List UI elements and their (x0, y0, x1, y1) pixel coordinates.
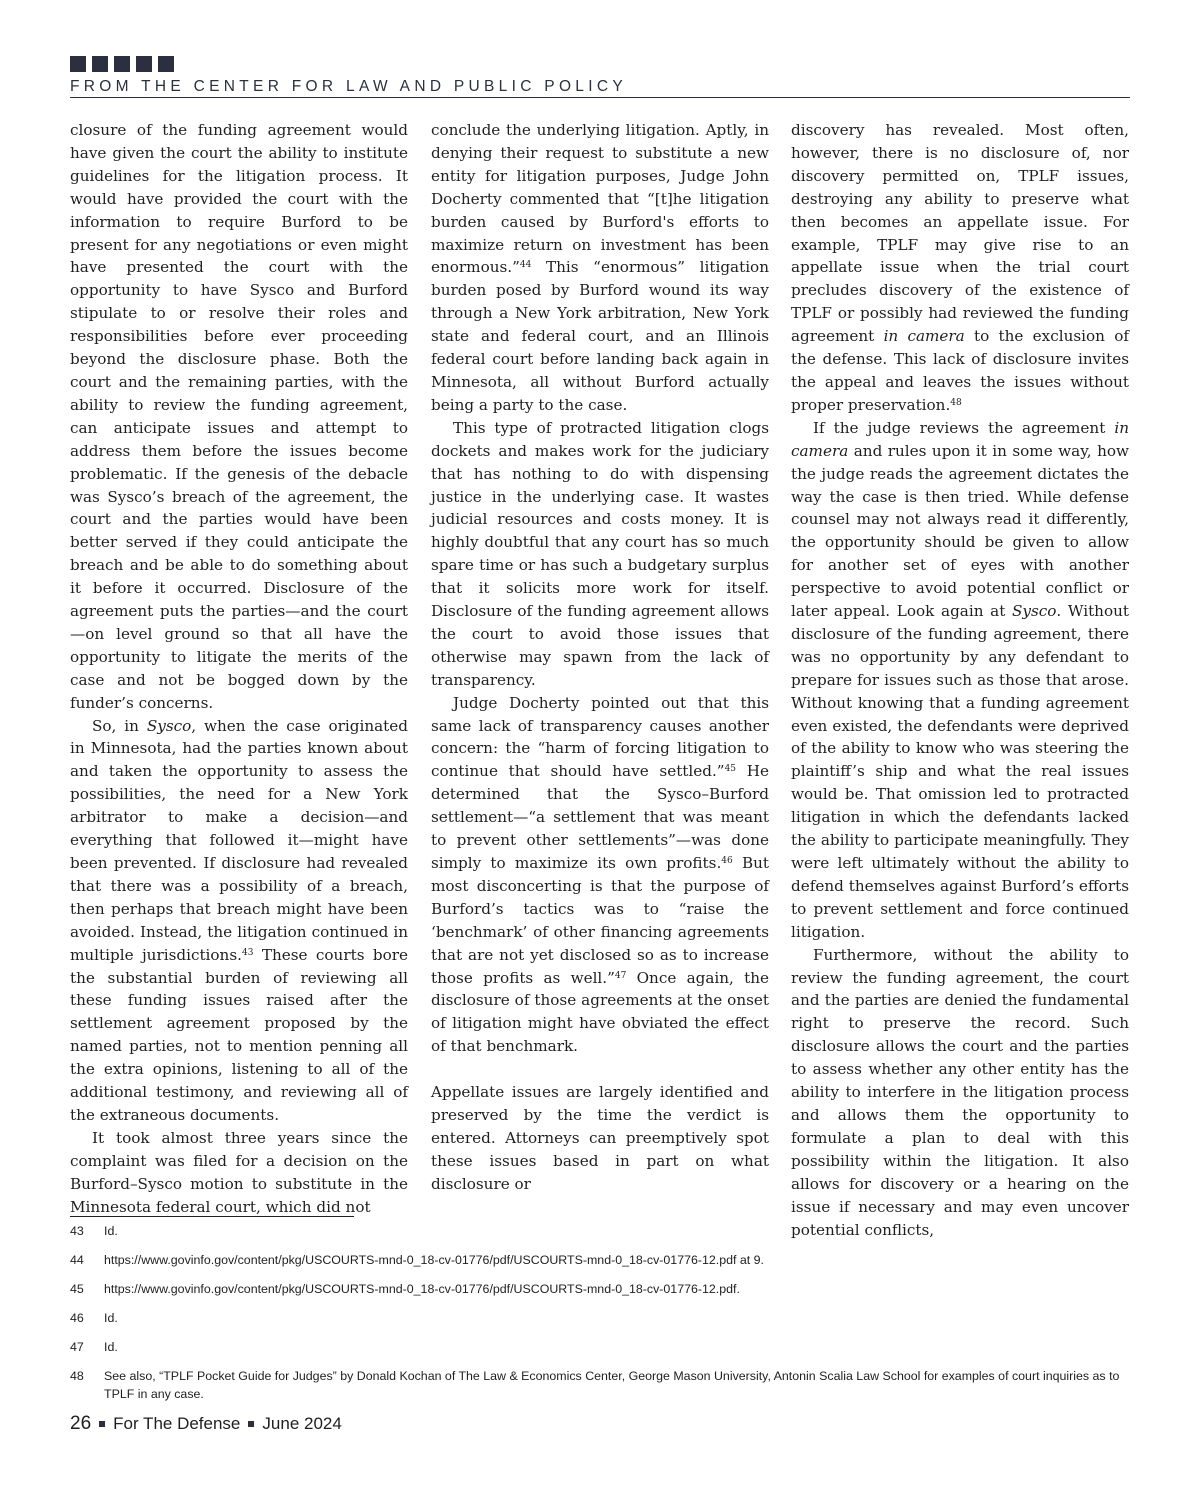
footnote-item (70, 1222, 1130, 1240)
paragraph: Furthermore, without the ability to review the funding agreement, the court and the parties are denied the fundamental right to preserve the record. Such disclosure allows the court and the parties to assess whether any other entity has the ability to interfere in the litigation process and allows them the opportunity to formulate a plan to deal with this possibility within the litigation. It also allows for discovery or a hearing on the issue if necessary and may even uncover potential conflicts, (791, 945, 1129, 1239)
footnote-text: See also, “TPLF Pocket Guide for Judges” by Donald Kochan of The Law & Economics Center, George Mason University, Antonin Scalia Law School for examples of court inquiries as to TPLF in any case. (104, 1369, 1120, 1401)
article-column-1 (70, 119, 408, 1219)
footnote-number: 45 (70, 1282, 84, 1296)
footnote-ref[interactable]: 43 (241, 947, 254, 958)
article-column-3 (791, 119, 1129, 1241)
footnote-item (70, 1309, 1130, 1327)
issue-date: June 2024 (262, 1414, 342, 1433)
paragraph: discovery has revealed. Most often, however, there is no disclosure of, nor discovery permitted on, TPLF issues, destroying any ability to preserve what then becomes an appellate issue. For example, TPLF may give rise to an appellate issue when the trial court precludes discovery of the existence of TPLF or possibly had reviewed the funding agreement in camera to the exclusion of the defense. This lack of disclosure invites the appeal and leaves the issues without proper preservation.$^{48}$ (791, 121, 1129, 414)
footnote-text: Id. (104, 1224, 118, 1238)
paragraph: This type of protracted litigation clogs dockets and makes work for the judiciary that has nothing to do with dispensing justice in the underlying case. It wastes judicial resources and costs money. It is highly doubtful that any court has so much spare time or has such a budgetary surplus that it solicits more work for itself. Disclosure of the funding agreement allows the court to avoid those issues that otherwise may spawn from the lack of transparency. (431, 418, 769, 689)
square-icon (114, 56, 130, 72)
page-number: 26 (70, 1413, 92, 1434)
square-icon (136, 56, 152, 72)
footnote-link[interactable]: https://www.govinfo.gov/content/pkg/USCOURTS-mnd-0_18-cv-01776/pdf/USCOURTS-mnd-0_18-cv-01776-12.pdf. (104, 1282, 740, 1296)
footnote-ref[interactable]: 48 (950, 397, 962, 408)
footnote-text: Id. (104, 1340, 118, 1354)
paragraph: So, in Sysco, when the case originated in Minnesota, had the parties known about and taken the opportunity to assess the possibilities, the need for a New York arbitrator to make a decision—and everything that followed it—might have been prevented. If disclosure had revealed that there was a possibility of a breach, then perhaps that breach might have been avoided. Instead, the litigation continued in multiple jurisdictions.$^{43}$ These courts bore the substantial burden of reviewing all these funding issues raised after the settlement agreement proposed by the named parties, not to mention penning all the extra opinions, listening to all of the additional testimony, and reviewing all of the extraneous documents. (70, 716, 408, 1124)
footnote-item (70, 1280, 1130, 1298)
footnote-text: Id. (104, 1311, 118, 1325)
footnote-number: 43 (70, 1224, 84, 1238)
paragraph: conclude the underlying litigation. Aptly, in denying their request to substitute a new entity for litigation purposes, Judge John Docherty commented that “[t]he litigation burden caused by Burford's efforts to maximize return on investment has been enormous.”$^{44}$ This “enormous” litigation burden posed by Burford wound its way through a New York arbitration, New York state and federal court, and an Illinois federal court before landing back again in Minnesota, all without Burford actually being a party to the case. (431, 121, 769, 414)
footnote-number: 47 (70, 1340, 84, 1354)
footnote-number: 44 (70, 1253, 84, 1267)
footnote-ref[interactable]: 46 (721, 856, 733, 866)
section-kicker: FROM THE CENTER FOR LAW AND PUBLIC POLICY (70, 78, 627, 95)
footnote-number: 48 (70, 1369, 84, 1383)
paragraph: If the judge reviews the agreement in camera and rules upon it in some way, how the judge reads the agreement dictates the way the case is then tried. While defense counsel may not always read it differently, the opportunity should be given to allow for another set of eyes with another perspective to avoid potential conflict or later appeal. Look again at Sysco. Without disclosure of the funding agreement, there was no opportunity by any defendant to prepare for issues such as those that arose. Without knowing that a funding agreement even existed, the defendants were deprived of the ability to know who was steering the plaintiff’s ship and what the real issues would be. That omission led to protracted litigation in which the defendants lacked the ability to participate meaningfully. They were left ultimately without the ability to defend themselves against Burford’s efforts to prevent settlement and force continued litigation. (791, 418, 1129, 941)
footnote-item (70, 1367, 1130, 1403)
square-icon (92, 56, 108, 72)
footnote-link[interactable]: https://www.govinfo.gov/content/pkg/USCOURTS-mnd-0_18-cv-01776/pdf/USCOURTS-mnd-0_18-cv-01776-12.pdf at 9. (104, 1253, 765, 1267)
footnote-item (70, 1251, 1130, 1269)
publication-name: For The Defense (113, 1414, 241, 1433)
footnote-item (70, 1338, 1130, 1356)
article-column-2 (431, 119, 769, 1196)
paragraph: Judge Docherty pointed out that this same lack of transparency causes another concern: the “harm of forcing litigation to continue that should have settled.”$^{45}$ He determined that the Sysco–Burford settlement—“a settlement that was meant to prevent other settlements”—was done simply to maximize its own profits.$^{46}$ But most disconcerting is that the purpose of Burford’s tactics was to “raise the ‘benchmark’ of other financing agreements that are not yet disclosed so as to increase those profits as well.”$^{47}$ Once again, the disclosure of those agreements at the onset of litigation might have obviated the effect of that benchmark. (431, 693, 770, 1056)
square-icon (70, 56, 86, 72)
square-icon (158, 56, 174, 72)
paragraph: Appellate issues are largely identified and preserved by the time the verdict is entered. Attorneys can preemptively spot these issues based in part on what disclosure or (431, 1083, 769, 1193)
header-rule (70, 97, 1130, 98)
footnote-ref[interactable]: 45 (724, 764, 737, 775)
footnotes (70, 1222, 1130, 1414)
bullet-icon (99, 1421, 105, 1427)
page-footer (70, 1413, 342, 1435)
paragraph: closure of the funding agreement would have given the court the ability to institute guidelines for the litigation process. It would have provided the court with the information to require Burford to be present for any negotiations or even might have presented the court with the opportunity to have Sysco and Burford stipulate to or resolve their roles and responsibilities before ever proceeding beyond the disclosure phase. Both the court and the remaining parties, with the ability to review the funding agreement, can anticipate issues and attempt to address them before the issues become problematic. If the genesis of the debacle was Sysco’s breach of the agreement, the court and the parties would have been better served if they could anticipate the breach and be able to do something about it before it occurred. Disclosure of the agreement puts the parties—and the court—on level ground so that all have the opportunity to litigate the merits of the case and not be bogged down by the funder’s concerns. (70, 121, 408, 712)
footnote-rule (70, 1216, 354, 1217)
footnote-number: 46 (70, 1311, 84, 1325)
footnote-ref[interactable]: 44 (519, 260, 532, 271)
header-squares (70, 56, 174, 72)
paragraph: It took almost three years since the complaint was filed for a decision on the Burford–Sysco motion to substitute in the Minnesota federal court, which did not (70, 1128, 408, 1216)
footnote-ref[interactable]: 47 (614, 970, 627, 981)
bullet-icon (248, 1421, 254, 1427)
